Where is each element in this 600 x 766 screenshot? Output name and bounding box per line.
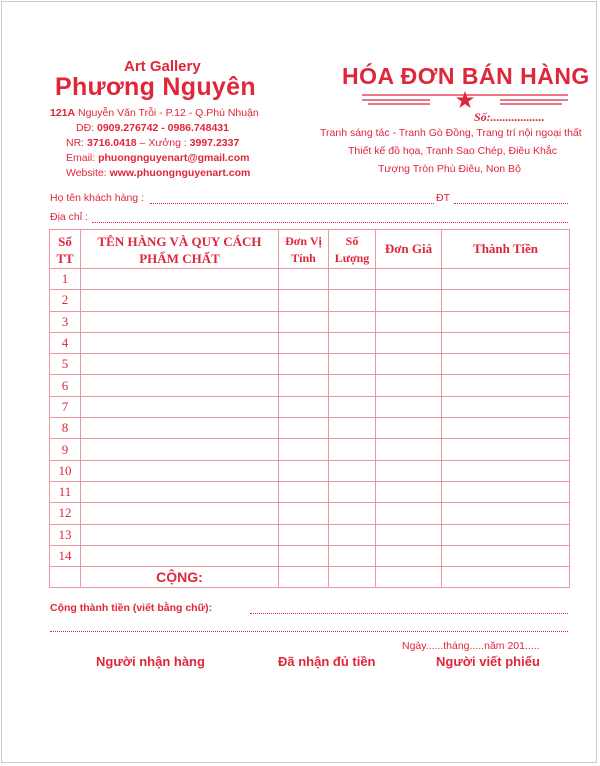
row-item-cell[interactable]	[81, 269, 279, 290]
customer-name-label: Họ tên khách hàng :	[50, 192, 144, 204]
col-amount-label: Thành Tiền	[473, 241, 538, 256]
row-number: 14	[50, 545, 81, 566]
row-number: 5	[50, 354, 81, 375]
total-amount-cell[interactable]	[442, 567, 570, 588]
row-qty-cell[interactable]	[329, 545, 376, 566]
row-price-cell[interactable]	[376, 503, 442, 524]
row-unit-cell[interactable]	[279, 503, 329, 524]
nr-label: NR:	[66, 137, 87, 149]
table-row	[50, 396, 570, 417]
table-header-row	[50, 230, 570, 269]
row-unit-cell[interactable]	[279, 460, 329, 481]
row-price-cell[interactable]	[376, 524, 442, 545]
row-unit-cell[interactable]	[279, 290, 329, 311]
table-row	[50, 375, 570, 396]
table-row	[50, 503, 570, 524]
row-item-cell[interactable]	[81, 524, 279, 545]
row-qty-cell[interactable]	[329, 503, 376, 524]
customer-address-field[interactable]	[92, 222, 568, 223]
row-amount-cell[interactable]	[442, 311, 570, 332]
row-qty-cell[interactable]	[329, 460, 376, 481]
row-qty-cell[interactable]	[329, 290, 376, 311]
row-qty-cell[interactable]	[329, 396, 376, 417]
row-unit-cell[interactable]	[279, 418, 329, 439]
col-item-line2: PHẨM CHẤT	[139, 251, 220, 266]
col-unit-line2: Tính	[291, 251, 316, 265]
row-qty-cell[interactable]	[329, 269, 376, 290]
row-number: 6	[50, 375, 81, 396]
row-item-cell[interactable]	[81, 311, 279, 332]
row-price-cell[interactable]	[376, 481, 442, 502]
title-star-divider	[362, 90, 568, 110]
row-unit-cell[interactable]	[279, 332, 329, 353]
col-price	[376, 230, 442, 269]
row-number: 4	[50, 332, 81, 353]
invoice-title: HÓA ĐƠN BÁN HÀNG	[342, 63, 590, 89]
amount-in-words-field[interactable]	[250, 613, 568, 614]
col-unit	[279, 230, 329, 269]
table-row	[50, 332, 570, 353]
col-qty	[329, 230, 376, 269]
row-qty-cell[interactable]	[329, 311, 376, 332]
customer-name-field[interactable]	[150, 203, 434, 204]
row-number: 1	[50, 269, 81, 290]
row-number: 7	[50, 396, 81, 417]
row-unit-cell[interactable]	[279, 481, 329, 502]
row-amount-cell[interactable]	[442, 396, 570, 417]
row-item-cell[interactable]	[81, 460, 279, 481]
customer-phone-field[interactable]	[454, 203, 568, 204]
table-row	[50, 269, 570, 290]
customer-address-label: Địa chỉ :	[50, 211, 88, 223]
workshop-value: 3997.2337	[189, 137, 240, 149]
company-landline	[66, 137, 239, 149]
row-unit-cell[interactable]	[279, 545, 329, 566]
row-qty-cell[interactable]	[329, 439, 376, 460]
amount-in-words-label: Cộng thành tiền (viết bằng chữ):	[50, 602, 213, 614]
row-unit-cell[interactable]	[279, 375, 329, 396]
row-unit-cell[interactable]	[279, 439, 329, 460]
row-price-cell[interactable]	[376, 311, 442, 332]
row-price-cell[interactable]	[376, 269, 442, 290]
website-value: www.phuongnguyenart.com	[109, 167, 251, 179]
row-item-cell[interactable]	[81, 375, 279, 396]
row-unit-cell[interactable]	[279, 396, 329, 417]
row-unit-cell[interactable]	[279, 269, 329, 290]
row-item-cell[interactable]	[81, 545, 279, 566]
row-price-cell[interactable]	[376, 332, 442, 353]
total-stt-cell	[50, 567, 81, 588]
row-qty-cell[interactable]	[329, 354, 376, 375]
row-price-cell[interactable]	[376, 545, 442, 566]
row-amount-cell[interactable]	[442, 418, 570, 439]
table-row	[50, 481, 570, 502]
col-stt-line2: TT	[56, 251, 74, 266]
row-amount-cell[interactable]	[442, 290, 570, 311]
table-row	[50, 290, 570, 311]
address-text: Nguyễn Văn Trỗi - P.12 - Q.Phú Nhuận	[75, 107, 259, 119]
row-number: 8	[50, 418, 81, 439]
website-label: Website:	[66, 167, 110, 179]
row-qty-cell[interactable]	[329, 481, 376, 502]
row-amount-cell[interactable]	[442, 545, 570, 566]
col-qty-line2: Lượng	[334, 251, 370, 265]
row-qty-cell[interactable]	[329, 332, 376, 353]
col-stt-line1: Số	[58, 234, 72, 249]
items-table	[49, 229, 570, 588]
row-number: 10	[50, 460, 81, 481]
row-item-cell[interactable]	[81, 503, 279, 524]
row-item-cell[interactable]	[81, 290, 279, 311]
table-row	[50, 311, 570, 332]
row-amount-cell[interactable]	[442, 269, 570, 290]
service-line-2: Thiết kế đồ họa, Tranh Sao Chép, Điêu Khắc	[348, 145, 557, 157]
service-line-1: Tranh sáng tác - Tranh Gò Đồng, Trang trí nội ngoại thất	[320, 127, 582, 139]
company-email	[66, 152, 250, 164]
row-item-cell[interactable]	[81, 439, 279, 460]
email-label: Email:	[66, 152, 99, 164]
total-price-cell	[376, 567, 442, 588]
row-number: 9	[50, 439, 81, 460]
email-value: phuongnguyenart@gmail.com	[98, 152, 250, 164]
col-item	[81, 230, 279, 269]
total-row	[50, 567, 570, 588]
row-amount-cell[interactable]	[442, 481, 570, 502]
row-item-cell[interactable]	[81, 418, 279, 439]
invoice-number: Số:..................	[474, 110, 545, 124]
phone-label: DĐ:	[76, 122, 97, 134]
row-amount-cell[interactable]	[442, 439, 570, 460]
row-amount-cell[interactable]	[442, 332, 570, 353]
total-label: CỘNG:	[81, 567, 279, 588]
row-item-cell[interactable]	[81, 354, 279, 375]
row-item-cell[interactable]	[81, 332, 279, 353]
company-website	[66, 167, 250, 179]
row-qty-cell[interactable]	[329, 418, 376, 439]
row-price-cell[interactable]	[376, 354, 442, 375]
row-amount-cell[interactable]	[442, 375, 570, 396]
col-item-line1: TÊN HÀNG VÀ QUY CÁCH	[97, 234, 262, 249]
table-row	[50, 354, 570, 375]
table-row	[50, 460, 570, 481]
table-row	[50, 439, 570, 460]
row-number: 3	[50, 311, 81, 332]
total-unit-cell	[279, 567, 329, 588]
row-price-cell[interactable]	[376, 396, 442, 417]
row-amount-cell[interactable]	[442, 460, 570, 481]
col-amount	[442, 230, 570, 269]
signature-writer: Người viết phiếu	[436, 654, 540, 669]
col-price-label: Đơn Giá	[384, 241, 433, 256]
brand-name: Phương Nguyên	[55, 73, 256, 101]
col-stt	[50, 230, 81, 269]
row-number: 13	[50, 524, 81, 545]
row-item-cell[interactable]	[81, 481, 279, 502]
row-price-cell[interactable]	[376, 439, 442, 460]
signature-paid: Đã nhận đủ tiền	[278, 654, 376, 669]
row-qty-cell[interactable]	[329, 524, 376, 545]
table-row	[50, 545, 570, 566]
amount-in-words-field-2[interactable]	[50, 631, 568, 632]
col-qty-line1: Số	[345, 234, 359, 248]
row-qty-cell[interactable]	[329, 375, 376, 396]
address-number: 121A	[50, 107, 76, 119]
service-line-3: Tượng Tròn Phù Điêu, Non Bộ	[378, 163, 521, 175]
total-qty-cell	[329, 567, 376, 588]
company-phone	[76, 122, 229, 134]
row-amount-cell[interactable]	[442, 503, 570, 524]
col-unit-line1: Đơn Vị	[285, 234, 322, 248]
row-price-cell[interactable]	[376, 375, 442, 396]
row-price-cell[interactable]	[376, 460, 442, 481]
row-amount-cell[interactable]	[442, 354, 570, 375]
workshop-label: – Xưởng :	[136, 137, 190, 149]
brand-subtitle: Art Gallery	[124, 58, 201, 75]
row-number: 2	[50, 290, 81, 311]
nr-value: 3716.0418	[87, 137, 137, 149]
signature-receiver: Người nhận hàng	[96, 654, 205, 669]
row-amount-cell[interactable]	[442, 524, 570, 545]
row-unit-cell[interactable]	[279, 524, 329, 545]
company-address	[50, 107, 259, 119]
table-row	[50, 418, 570, 439]
phone-value: 0909.276742 - 0986.748431	[97, 122, 229, 134]
row-item-cell[interactable]	[81, 396, 279, 417]
row-unit-cell[interactable]	[279, 311, 329, 332]
row-unit-cell[interactable]	[279, 354, 329, 375]
row-number: 12	[50, 503, 81, 524]
row-price-cell[interactable]	[376, 418, 442, 439]
date-line: Ngày......tháng.....năm 201.....	[402, 640, 540, 652]
row-number: 11	[50, 481, 81, 502]
star-icon	[456, 91, 474, 108]
table-row	[50, 524, 570, 545]
row-price-cell[interactable]	[376, 290, 442, 311]
customer-phone-label: ĐT	[436, 192, 450, 204]
